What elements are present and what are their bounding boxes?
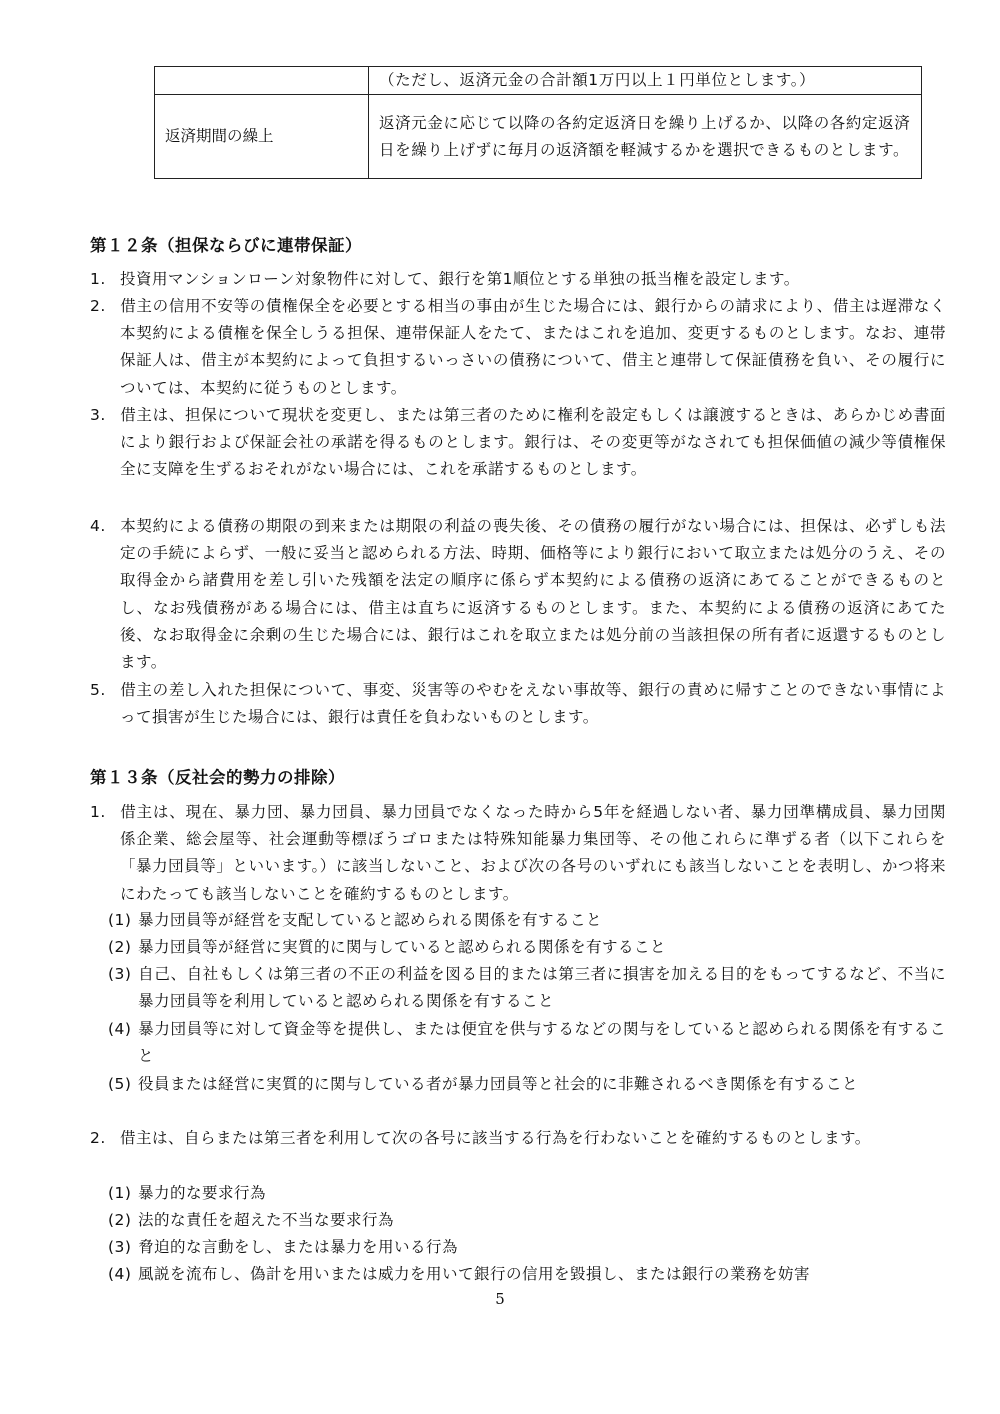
sub-item-number: (5) (108, 1075, 132, 1093)
repayment-table (154, 66, 922, 179)
item-text: 借主は、自らまたは第三者を利用して次の各号に該当する行為を行わないことを確約するものとします。 (120, 1129, 871, 1147)
article-12-heading: 第１２条（担保ならびに連帯保証） (90, 236, 362, 255)
sub-item-text: 風説を流布し、偽計を用いまたは威力を用いて銀行の信用を毀損し、または銀行の業務を妨害 (138, 1265, 811, 1283)
sub-item (108, 907, 946, 934)
item-text: 借主は、現在、暴力団、暴力団員、暴力団員でなくなった時から5年を経過しない者、暴力団準構成員、暴力団関係企業、総会屋等、社会運動等標ぼうゴロまたは特殊知能暴力集団等、その他これらに準ずる者（以下これらを「暴力団員等」といいます。）に該当しないこと、および次の各号のいずれにも該当しないことを表明し、かつ将来にわたっても該当しないことを確約するものとします。 (120, 803, 946, 903)
list-item (90, 677, 946, 731)
page-number: 5 (495, 1290, 505, 1308)
sub-item-text: 暴力団員等に対して資金等を提供し、または便宜を供与するなどの関与をしていると認められる関係を有すること (138, 1020, 946, 1066)
list-item (90, 799, 946, 908)
item-text: 投資用マンションローン対象物件に対して、銀行を第1順位とする単独の抵当権を設定します。 (120, 270, 800, 288)
list-item (90, 293, 946, 402)
sub-item-number: (1) (108, 1184, 132, 1202)
item-number: 5. (90, 681, 106, 699)
sub-item-number: (4) (108, 1265, 132, 1283)
sub-item-text: 暴力団員等が経営を支配していると認められる関係を有すること (138, 911, 603, 929)
sub-item-text: 役員または経営に実質的に関与している者が暴力団員等と社会的に非難されるべき関係を有すること (138, 1075, 859, 1093)
item-number: 1. (90, 803, 106, 821)
item-number: 2. (90, 297, 106, 315)
sub-item-text: 自己、自社もしくは第三者の不正の利益を図る目的または第三者に損害を加える目的をもってするなど、不当に暴力団員等を利用していると認められる関係を有すること (138, 965, 946, 1011)
sub-item-text: 暴力団員等が経営に実質的に関与していると認められる関係を有すること (138, 938, 667, 956)
article-13-heading: 第１３条（反社会的勢力の排除） (90, 768, 345, 787)
sub-item-text: 法的な責任を超えた不当な要求行為 (138, 1211, 395, 1229)
sub-item-number: (2) (108, 1211, 132, 1229)
sub-item (108, 1261, 946, 1288)
list-item (90, 513, 946, 676)
sub-item-number: (4) (108, 1020, 132, 1038)
sub-item-number: (3) (108, 1238, 132, 1256)
sub-item-number: (1) (108, 911, 132, 929)
table-row (155, 95, 922, 179)
sub-item-text: 脅迫的な言動をし、または暴力を用いる行為 (138, 1238, 459, 1256)
sub-item (108, 1016, 946, 1070)
item-number: 3. (90, 406, 106, 424)
sub-item (108, 1071, 946, 1098)
sub-item-number: (2) (108, 938, 132, 956)
item-text: 借主は、担保について現状を変更し、または第三者のために権利を設定もしくは譲渡するときは、あらかじめ書面により銀行および保証会社の承諾を得るものとします。銀行は、その変更等がなされても担保価値の減少等債権保全に支障を生ずるおそれがない場合には、これを承諾するものとします。 (120, 406, 946, 479)
item-text: 本契約による債務の期限の到来または期限の利益の喪失後、その債務の履行がない場合には、担保は、必ずしも法定の手続によらず、一般に妥当と認められる方法、時期、価格等により銀行において取立または処分のうえ、その取得金から諸費用を差し引いた残額を法定の順序に係らず本契約による債務の返済にあてることができるものとし、なお残債務がある場合には、借主は直ちに返済するものとします。また、本契約による債務の返済にあてた後、なお取得金に余剰の生じた場合には、銀行はこれを取立または処分前の当該担保の所有者に返還するものとします。 (120, 517, 946, 672)
item-number: 4. (90, 517, 106, 535)
sub-item (108, 1180, 946, 1207)
item-text: 借主の信用不安等の債権保全を必要とする相当の事由が生じた場合には、銀行からの請求により、借主は遅滞なく本契約による債権を保全しうる担保、連帯保証人をたて、またはこれを追加、変更するものとします。なお、連帯保証人は、借主が本契約によって負担するいっさいの債務について、借主と連帯して保証債務を負い、その履行については、本契約に従うものとします。 (120, 297, 946, 397)
table-cell-text: 返済元金に応じて以降の各約定返済日を繰り上げるか、以降の各約定返済日を繰り上げずに毎月の返済額を軽減するかを選択できるものとします。 (369, 95, 922, 179)
list-item (90, 1125, 946, 1152)
sub-item (108, 934, 946, 961)
item-number: 1. (90, 270, 106, 288)
table-cell-text: （ただし、返済元金の合計額1万円以上１円単位とします。） (369, 67, 922, 95)
sub-item (108, 1234, 946, 1261)
table-row (155, 67, 922, 95)
list-item (90, 402, 946, 484)
sub-item (108, 1207, 946, 1234)
item-text: 借主の差し入れた担保について、事変、災害等のやむをえない事故等、銀行の責めに帰すことのできない事情によって損害が生じた場合には、銀行は責任を負わないものとします。 (120, 681, 946, 727)
sub-item-text: 暴力的な要求行為 (138, 1184, 267, 1202)
list-item (90, 266, 946, 293)
sub-item (108, 961, 946, 1015)
table-cell-label: 返済期間の繰上 (155, 95, 369, 179)
sub-item-number: (3) (108, 965, 132, 983)
table-cell-label (155, 67, 369, 95)
item-number: 2. (90, 1129, 106, 1147)
